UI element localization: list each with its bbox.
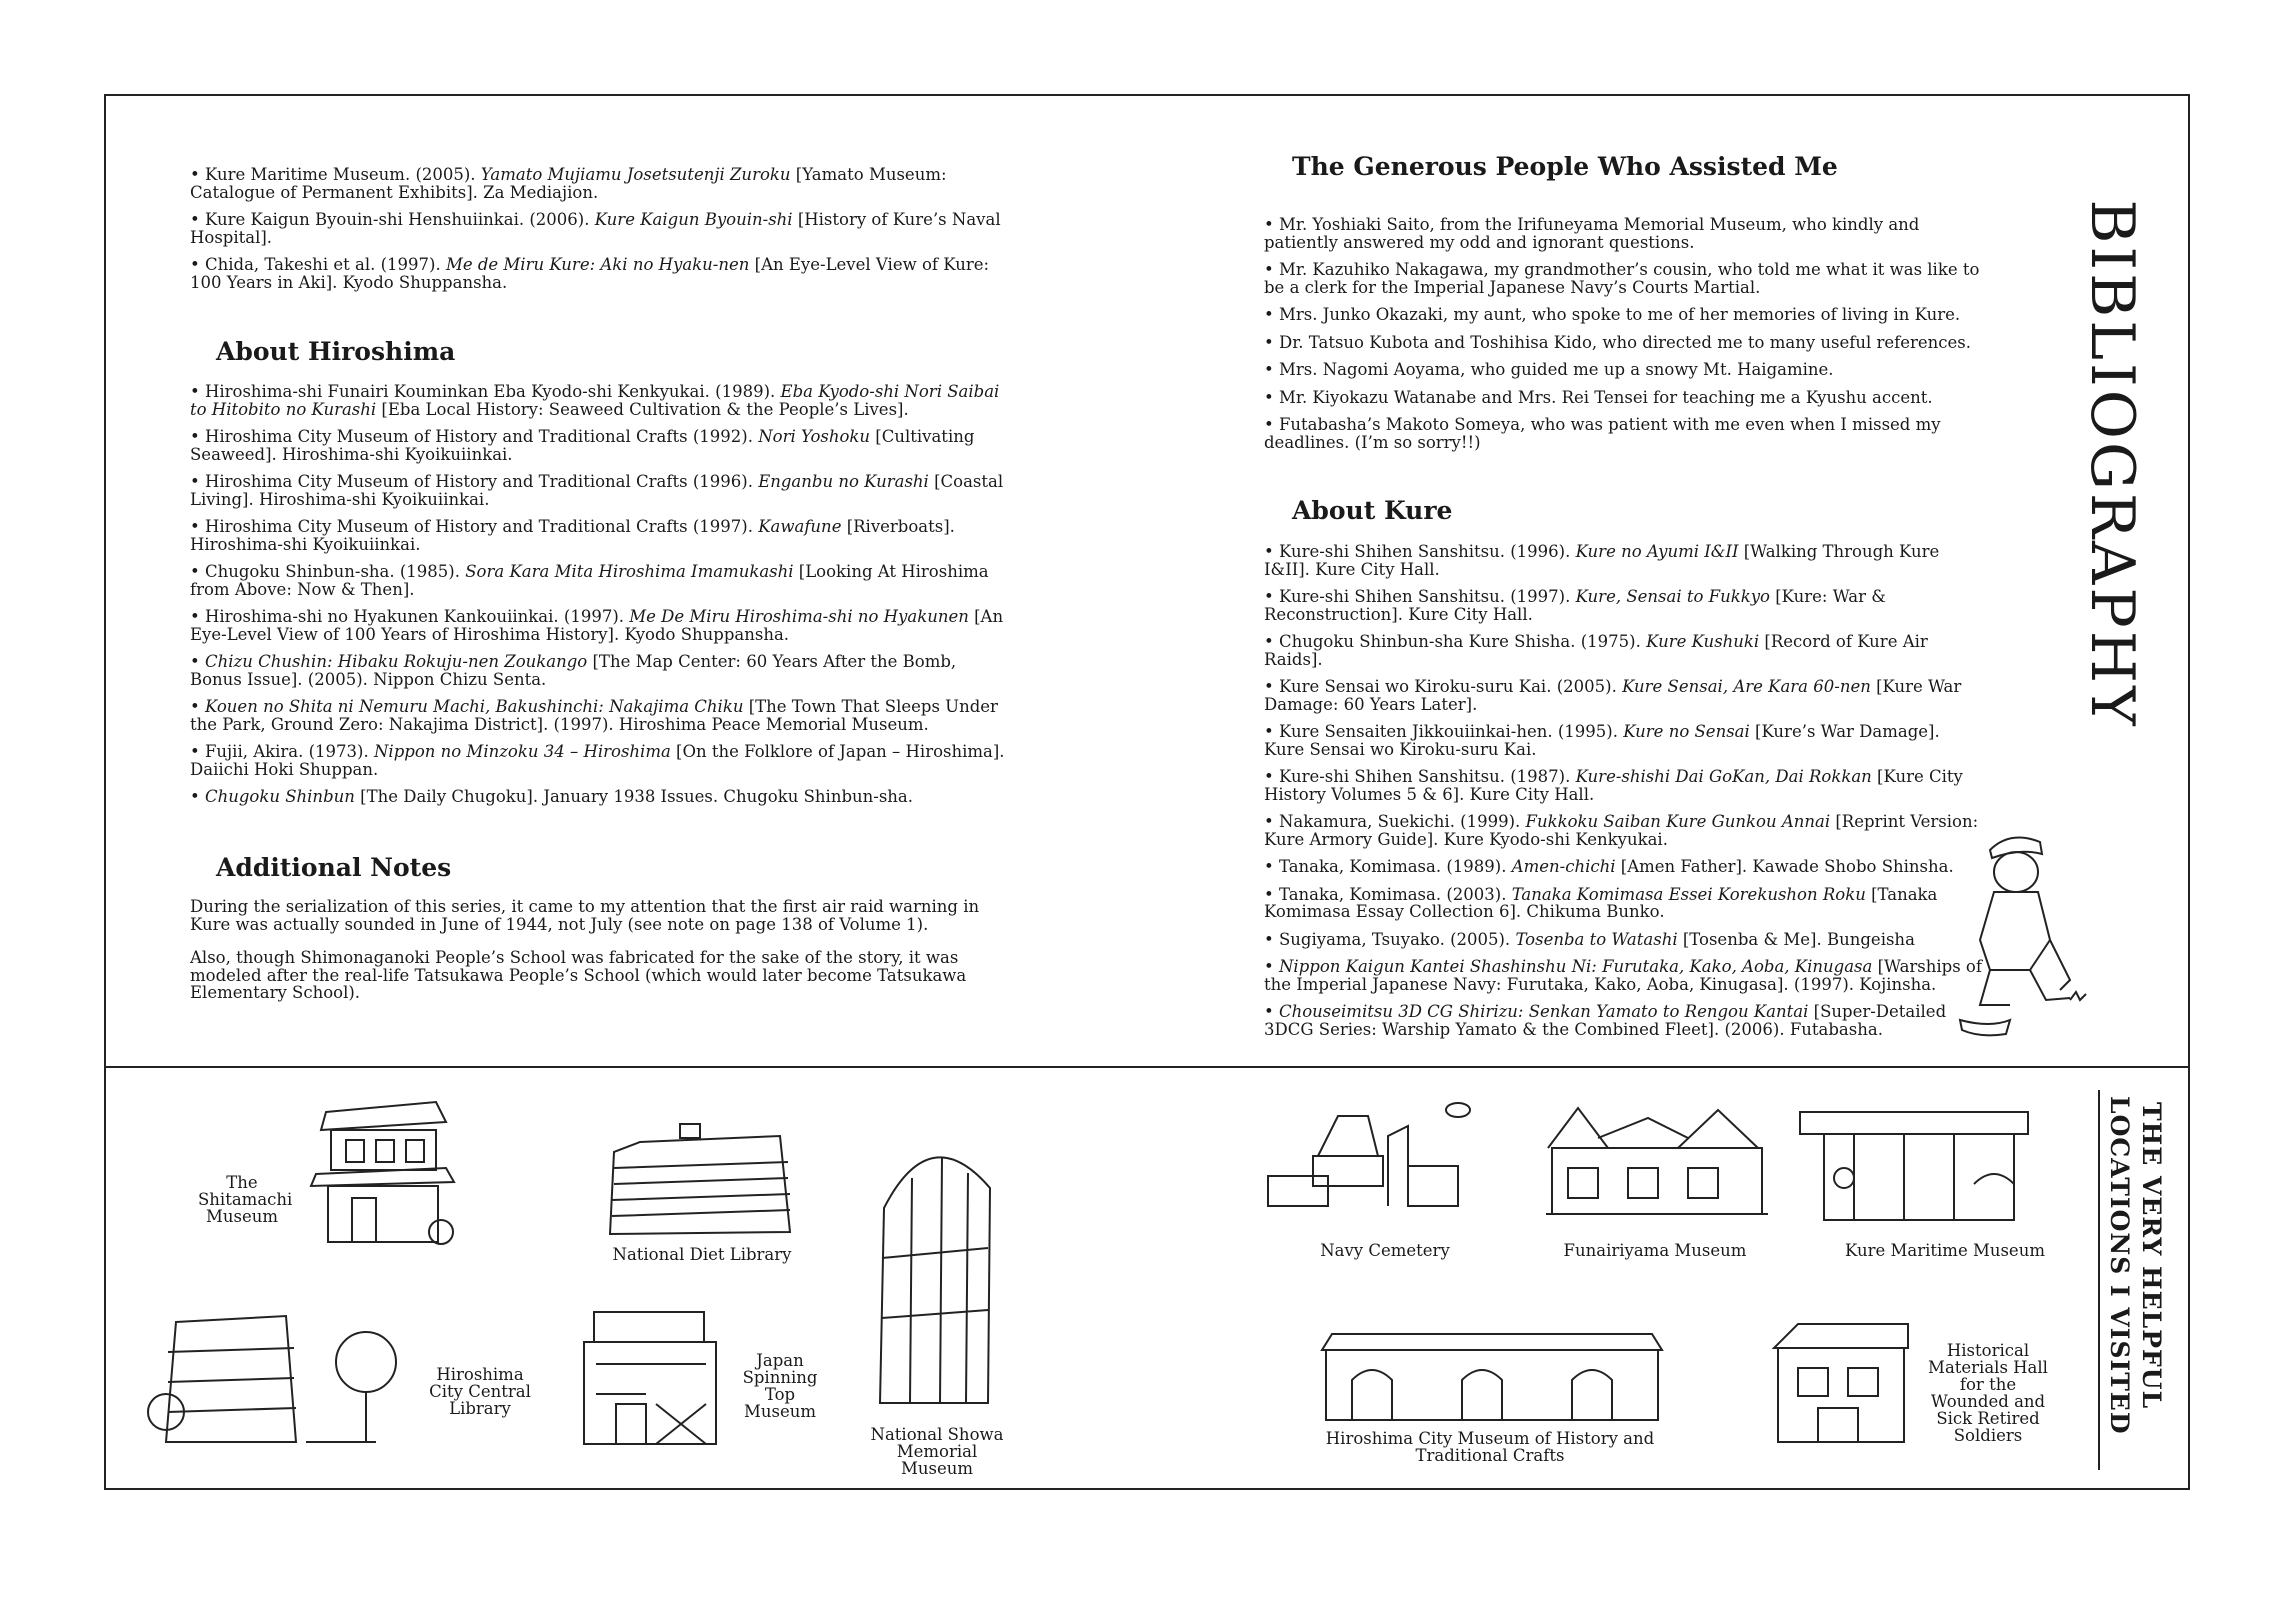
caption-central-library: Hiroshima City Central Library (429, 1365, 531, 1418)
caption-kure-maritime: Kure Maritime Museum (1845, 1241, 2045, 1260)
about-hiroshima-heading: About Hiroshima (216, 337, 456, 366)
citation-details: [An Eye-Level View of Kure: 100 Years in Aki]. Kyodo Shuppansha. (190, 255, 990, 292)
navy-cemetery-drawing (1258, 1096, 1488, 1216)
bibliography-title-text: BIBLIOGRAPHY (2077, 199, 2147, 729)
citation-author: • Hiroshima-shi Funairi Kouminkan Eba Kyodo-shi Kenkyukai. (1989). (190, 382, 781, 401)
citation-entry (1264, 858, 1984, 876)
citation-title: Yamato Mujiamu Josetsutenji Zuroku (480, 165, 791, 184)
shitamachi-museum-drawing (306, 1082, 466, 1252)
helper-entry: • Futabasha’s Makoto Someya, who was patient with me even when I missed my deadlines. (I’m so sorry!!) (1264, 415, 1941, 452)
caption-funairiyama: Funairiyama Museum (1563, 1241, 1747, 1260)
section-divider (104, 1066, 2190, 1068)
citation-title: Chouseimitsu 3D CG Shirizu: Senkan Yamato to Rengou Kantai (1278, 1002, 1809, 1021)
citation-title: Kure Kushuki (1646, 632, 1760, 651)
citation-details: [Eba Local History: Seaweed Cultivation & the People’s Lives]. (376, 399, 909, 419)
citation-author: • Chida, Takeshi et al. (1997). (190, 255, 446, 274)
citation-entry (1264, 768, 1984, 803)
citation-title: Enganbu no Kurashi (758, 472, 929, 491)
caption-history-crafts: Hiroshima City Museum of History and Traditional Crafts (1325, 1429, 1655, 1465)
kure-entries (1264, 543, 1984, 1048)
citation-title: Me de Miru Kure: Aki no Hyaku-nen (445, 255, 750, 274)
citation-details: [An Eye-Level View of 100 Years of Hiroshima History]. Kyodo Shuppansha. (190, 607, 1004, 644)
helper-entry: • Mrs. Nagomi Aoyama, who guided me up a snowy Mt. Haigamine. (1264, 360, 1834, 379)
citation-entry (190, 698, 1010, 733)
citation-title: Kure Kaigun Byouin-shi (594, 210, 793, 229)
citation-entry (1264, 633, 1984, 668)
bibliography-title (2077, 134, 2147, 794)
caption-diet: National Diet Library (612, 1245, 792, 1264)
citation-title: Kure-shishi Dai GoKan, Dai Rokkan (1575, 767, 1872, 786)
citation-entry (190, 563, 1010, 598)
citation-entry (1264, 543, 1984, 578)
citation-author: • Kure Maritime Museum. (2005). (190, 165, 481, 184)
citation-title: Kouen no Shita ni Nemuru Machi, Bakushinchi: Nakajima Chiku (204, 697, 744, 716)
citation-title: Fukkoku Saiban Kure Gunkou Annai (1525, 812, 1831, 831)
citation-author: • Kure-shi Shihen Sanshitsu. (1996). (1264, 542, 1576, 561)
citation-details: [Riverboats]. Hiroshima-shi Kyoikuiinkai. (190, 517, 955, 554)
caption-shitamachi: The Shitamachi Museum (198, 1173, 293, 1226)
citation-author: • Nakamura, Suekichi. (1999). (1264, 812, 1526, 831)
citation-entry (190, 383, 1010, 418)
citation-entry (190, 743, 1010, 778)
citation-title: Sora Kara Mita Hiroshima Imamukashi (465, 562, 794, 581)
boy-illustration (1950, 820, 2100, 1050)
caption-showa: National Showa Memorial Museum (870, 1425, 1004, 1478)
citation-author: • (190, 652, 205, 671)
citation-details: [On the Folklore of Japan – Hiroshima]. Daiichi Hoki Shuppan. (190, 742, 1005, 779)
citation-title: Kure no Ayumi I&II (1575, 542, 1739, 561)
citation-entry (1264, 886, 1984, 921)
spinning-top-museum-drawing (576, 1304, 726, 1454)
citation-author: • Kure-shi Shihen Sanshitsu. (1987). (1264, 767, 1576, 786)
citation-entry (190, 653, 1010, 688)
citation-title: Kure, Sensai to Fukkyo (1575, 587, 1770, 606)
citation-entry (190, 211, 1010, 246)
citation-title: Tosenba to Watashi (1515, 929, 1678, 949)
citation-entry (1264, 958, 1984, 993)
citation-entry (190, 166, 1010, 201)
helper-entry: • Mrs. Junko Okazaki, my aunt, who spoke to me of her memories of living in Kure. (1264, 305, 1961, 324)
citation-details: [Warships of the Imperial Japanese Navy: Furutaka, Kako, Aoba, Kinugasa]. (1997). Kojinsha. (1264, 957, 1982, 994)
history-crafts-museum-drawing (1312, 1320, 1672, 1430)
citation-details: [Coastal Living]. Hiroshima-shi Kyoikuiinkai. (190, 472, 1004, 509)
citation-author: • Kure Kaigun Byouin-shi Henshuiinkai. (2006). (190, 210, 595, 229)
caption-historical-materials: Historical Materials Hall for the Wounded and Sick Retired Soldiers (1928, 1341, 2048, 1445)
caption-navy-cemetery: Navy Cemetery (1320, 1241, 1450, 1260)
national-diet-library-drawing (600, 1122, 806, 1242)
citation-author: • (1264, 1002, 1279, 1021)
citation-author: • Kure-shi Shihen Sanshitsu. (1997). (1264, 587, 1576, 606)
citation-entry (190, 473, 1010, 508)
citation-title: Kure no Sensai (1623, 722, 1750, 741)
citation-details: [Reprint Version: Kure Armory Guide]. Kure Kyodo-shi Kenkyukai. (1264, 812, 1979, 849)
about-kure-heading: About Kure (1292, 496, 1453, 525)
historical-materials-hall-drawing (1768, 1318, 1914, 1448)
locations-title (2098, 1090, 2180, 1470)
citation-title: Eba Kyodo-shi Nori Saibai to Hitobito no Kurashi (190, 382, 1000, 419)
generous-people-heading: The Generous People Who Assisted Me (1292, 152, 1838, 181)
citation-entry (190, 518, 1010, 553)
citation-title: Nippon Kaigun Kantei Shashinshu Ni: Furutaka, Kako, Aoba, Kinugasa (1278, 957, 1873, 976)
citation-title: Nori Yoshoku (758, 427, 871, 446)
caption-spinning-top: Japan Spinning Top Museum (742, 1351, 818, 1421)
citation-entry (1264, 813, 1984, 848)
helper-entry: • Dr. Tatsuo Kubota and Toshihisa Kido, who directed me to many useful references. (1264, 332, 1972, 352)
citation-entry (1264, 678, 1984, 713)
citation-author: • Tanaka, Komimasa. (1989). (1264, 857, 1512, 876)
note-paragraph: Also, though Shimonaganoki People’s School was fabricated for the sake of the story, it was modeled after the real-life Tatsukawa People’s School (which would later become Tatsukawa Elementary School). (190, 948, 967, 1002)
citation-details: [Tosenba & Me]. Bungeisha (1677, 929, 1915, 949)
additional-notes-heading: Additional Notes (216, 853, 452, 882)
citation-author: • (1264, 957, 1279, 976)
left-column (190, 166, 1010, 301)
citation-title: Chizu Chushin: Hibaku Rokuju-nen Zoukango (204, 652, 588, 671)
note-paragraph: During the serialization of this series, it came to my attention that the first air raid warning in Kure was actually sounded in June of 1944, not July (see note on page 138 of Volume 1). (190, 897, 980, 934)
citation-entry (1264, 1003, 1984, 1038)
citation-author: • Sugiyama, Tsuyako. (2005). (1264, 929, 1516, 949)
kure-entries-continued (190, 166, 1010, 291)
citation-author: • (190, 787, 205, 806)
citation-details: [The Map Center: 60 Years After the Bomb, Bonus Issue]. (2005). Nippon Chizu Senta. (190, 652, 957, 689)
helper-entry: • Mr. Yoshiaki Saito, from the Irifuneyama Memorial Museum, who kindly and patiently answered my odd and ignorant questions. (1264, 215, 1920, 252)
citation-entry (1264, 588, 1984, 623)
citation-author: • Kure Sensaiten Jikkouiinkai-hen. (1995). (1264, 722, 1624, 741)
kure-maritime-museum-drawing (1794, 1104, 2034, 1230)
citation-title: Me De Miru Hiroshima-shi no Hyakunen (629, 607, 969, 626)
citation-details: [Super-Detailed 3DCG Series: Warship Yamato & the Combined Fleet]. (2006). Futabasha. (1264, 1002, 1947, 1039)
citation-details: [The Daily Chugoku]. January 1938 Issues. Chugoku Shinbun-sha. (354, 787, 914, 806)
funairiyama-museum-drawing (1538, 1098, 1774, 1224)
citation-details: [Kure City History Volumes 5 & 6]. Kure City Hall. (1264, 767, 1963, 804)
locations-title-line1: THE VERY HELPFUL (2137, 1102, 2166, 1410)
additional-notes (190, 898, 1010, 1012)
citation-title: Nippon no Minzoku 34 – Hiroshima (373, 742, 671, 761)
citation-details: [Yamato Museum: Catalogue of Permanent Exhibits]. Za Mediajion. (190, 165, 947, 202)
citation-details: [Looking At Hiroshima from Above: Now & Then]. (190, 562, 989, 599)
citation-details: [Kure’s War Damage]. Kure Sensai wo Kiroku-suru Kai. (1264, 722, 1940, 759)
citation-author: • Hiroshima City Museum of History and Traditional Crafts (1997). (190, 517, 759, 536)
showa-memorial-drawing (870, 1138, 1000, 1408)
citation-entry (1264, 931, 1984, 949)
citation-author: • Chugoku Shinbun-sha. (1985). (190, 562, 466, 581)
citation-entry (190, 428, 1010, 463)
citation-author: • Kure Sensai wo Kiroku-suru Kai. (2005). (1264, 677, 1623, 696)
citation-details: [Tanaka Komimasa Essay Collection 6]. Chikuma Bunko. (1264, 884, 1938, 921)
citation-details: [Kure War Damage: 60 Years Later]. (1264, 677, 1962, 714)
citation-author: • Hiroshima City Museum of History and Traditional Crafts (1996). (190, 472, 759, 491)
citation-details: [Cultivating Seaweed]. Hiroshima-shi Kyoikuiinkai. (190, 427, 975, 464)
citation-author: • Tanaka, Komimasa. (2003). (1264, 884, 1512, 904)
helper-entry: • Mr. Kiyokazu Watanabe and Mrs. Rei Tensei for teaching me a Kyushu accent. (1264, 387, 1933, 407)
people-list (1264, 216, 1984, 461)
citation-entry (190, 608, 1010, 643)
citation-details: [The Town That Sleeps Under the Park, Ground Zero: Nakajima District]. (1997). Hiroshima Peace Memorial Museum. (190, 697, 998, 734)
citation-details: [History of Kure’s Naval Hospital]. (190, 210, 1001, 247)
citation-title: Amen-chichi (1511, 857, 1616, 876)
hiroshima-entries (190, 383, 1010, 816)
locations-title-line2: LOCATIONS I VISITED (2105, 1096, 2134, 1435)
citation-details: [Kure: War & Reconstruction]. Kure City Hall. (1264, 587, 1886, 624)
central-library-drawing (146, 1302, 416, 1452)
citation-title: Kure Sensai, Are Kara 60-nen (1622, 677, 1871, 696)
citation-title: Kawafune (758, 517, 842, 536)
citation-author: • Fujii, Akira. (1973). (190, 742, 374, 761)
citation-entry (190, 256, 1010, 291)
citation-author: • Hiroshima City Museum of History and Traditional Crafts (1992). (190, 427, 759, 446)
citation-title: Chugoku Shinbun (204, 787, 355, 806)
citation-details: [Walking Through Kure I&II]. Kure City Hall. (1264, 542, 1940, 579)
citation-entry (1264, 723, 1984, 758)
citation-author: • (190, 697, 205, 716)
citation-entry (190, 788, 1010, 806)
citation-details: [Amen Father]. Kawade Shobo Shinsha. (1615, 857, 1954, 876)
citation-title: Tanaka Komimasa Essei Korekushon Roku (1511, 884, 1866, 904)
citation-author: • Chugoku Shinbun-sha Kure Shisha. (1975). (1264, 632, 1647, 651)
citation-author: • Hiroshima-shi no Hyakunen Kankouiinkai. (1997). (190, 607, 630, 626)
helper-entry: • Mr. Kazuhiko Nakagawa, my grandmother’s cousin, who told me what it was like to be a clerk for the Imperial Japanese Navy’s Courts Martial. (1264, 260, 1980, 297)
citation-details: [Record of Kure Air Raids]. (1264, 632, 1928, 669)
